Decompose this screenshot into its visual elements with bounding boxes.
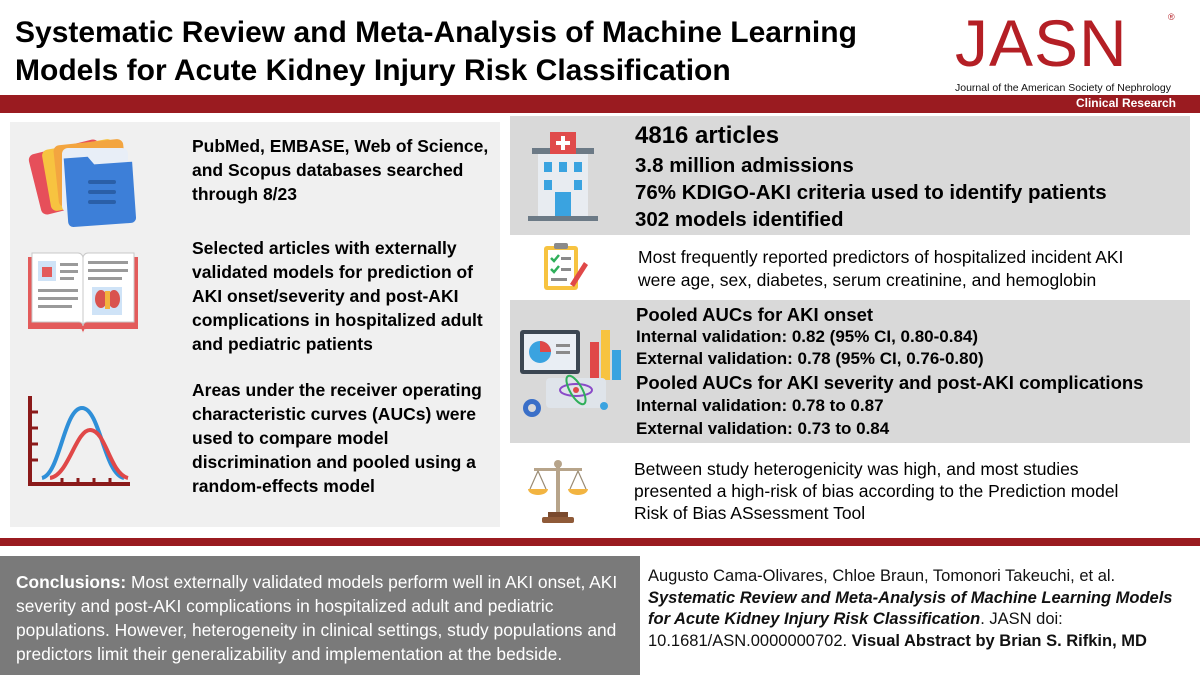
citation-authors: Augusto Cama-Olivares, Chloe Braun, Tomonori Takeuchi, et al. bbox=[648, 567, 1116, 585]
auc-onset-external: External validation: 0.78 (95% CI, 0.76-0.80) bbox=[636, 349, 984, 368]
logo-subtitle: Journal of the American Society of Nephrology bbox=[955, 82, 1171, 94]
stat-articles: 4816 articles bbox=[635, 122, 780, 149]
stat-admissions: 3.8 million admissions bbox=[635, 154, 854, 177]
auc-severity-title: Pooled AUCs for AKI severity and post-AKI complications bbox=[636, 372, 1144, 393]
results-stats-box bbox=[510, 116, 1190, 235]
title-line-2: Models for Acute Kidney Injury Risk Classification bbox=[15, 54, 731, 87]
folders-icon bbox=[32, 130, 142, 225]
methods-item-databases: PubMed, EMBASE, Web of Science, and Scopus databases searched through 8/23 bbox=[192, 136, 489, 204]
hospital-icon bbox=[522, 130, 602, 222]
results-predictors bbox=[510, 240, 1190, 295]
conclusions-text bbox=[16, 570, 636, 666]
stat-kdigo: 76% KDIGO-AKI criteria used to identify patients bbox=[635, 181, 1107, 204]
predictors-line-2: were age, sex, diabetes, serum creatinine, and hemoglobin bbox=[638, 270, 1097, 290]
citation bbox=[648, 566, 1198, 652]
citation-doi: . JASN doi: 10.1681/ASN.0000000702. bbox=[648, 610, 1063, 650]
curve-chart-icon bbox=[24, 394, 136, 492]
conclusions-label: Conclusions: bbox=[16, 572, 127, 592]
methods-panel bbox=[10, 122, 500, 527]
jasn-logo bbox=[955, 6, 1185, 94]
predictors-line-1: Most frequently reported predictors of hospitalized incident AKI bbox=[638, 247, 1124, 267]
section-label: Clinical Research bbox=[1075, 96, 1176, 110]
auc-onset-title: Pooled AUCs for AKI onset bbox=[636, 304, 874, 325]
citation-visual-abstract: Visual Abstract by Brian S. Rifkin, MD bbox=[851, 631, 1147, 650]
bias-line-2: presented a high-risk of bias according to the Prediction model bbox=[634, 481, 1119, 501]
title-line-1: Systematic Review and Meta-Analysis of Machine Learning bbox=[15, 16, 857, 49]
open-book-icon bbox=[24, 247, 142, 339]
bias-text bbox=[634, 458, 1118, 524]
bias-line-1: Between study heterogenicity was high, and most studies bbox=[634, 459, 1079, 479]
results-auc-box bbox=[510, 300, 1190, 443]
auc-severity-internal: Internal validation: 0.78 to 0.87 bbox=[636, 396, 884, 415]
stat-models: 302 models identified bbox=[635, 208, 844, 231]
logo-wordmark: JASN bbox=[955, 6, 1128, 80]
section-bar bbox=[0, 95, 1200, 113]
auc-severity-external: External validation: 0.73 to 0.84 bbox=[636, 419, 890, 438]
balance-scale-icon bbox=[526, 458, 590, 524]
page-title bbox=[15, 14, 915, 90]
auc-onset-internal: Internal validation: 0.82 (95% CI, 0.80-0.84) bbox=[636, 327, 979, 346]
logo-registered-mark: ® bbox=[1168, 12, 1175, 22]
checklist-icon bbox=[540, 242, 590, 292]
predictors-text bbox=[638, 246, 1123, 292]
citation-title: Systematic Review and Meta-Analysis of Machine Learning Models for Acute Kidney Injury Risk Classification bbox=[648, 588, 1173, 628]
conclusions-box bbox=[0, 556, 640, 675]
results-bias bbox=[510, 452, 1190, 530]
analytics-icon bbox=[516, 316, 626, 422]
methods-item-selection: Selected articles with externally validated models for prediction of AKI onset/severity and post-AKI complications in hospitalized adult and pediatric patients bbox=[192, 238, 483, 354]
bottom-divider bbox=[0, 538, 1200, 546]
conclusions-body: Most externally validated models perform well in AKI onset, AKI severity and post-AKI complications in hospitalized adult and pediatric populations. However, heterogeneity in clinical settings, study populations and predictors limit their generalizability and implementation at the bedside. bbox=[16, 572, 618, 664]
bias-line-3: Risk of Bias ASsessment Tool bbox=[634, 503, 866, 523]
methods-item-auc: Areas under the receiver operating characteristic curves (AUCs) were used to compare model discrimination and pooled using a random-effects model bbox=[192, 380, 482, 496]
